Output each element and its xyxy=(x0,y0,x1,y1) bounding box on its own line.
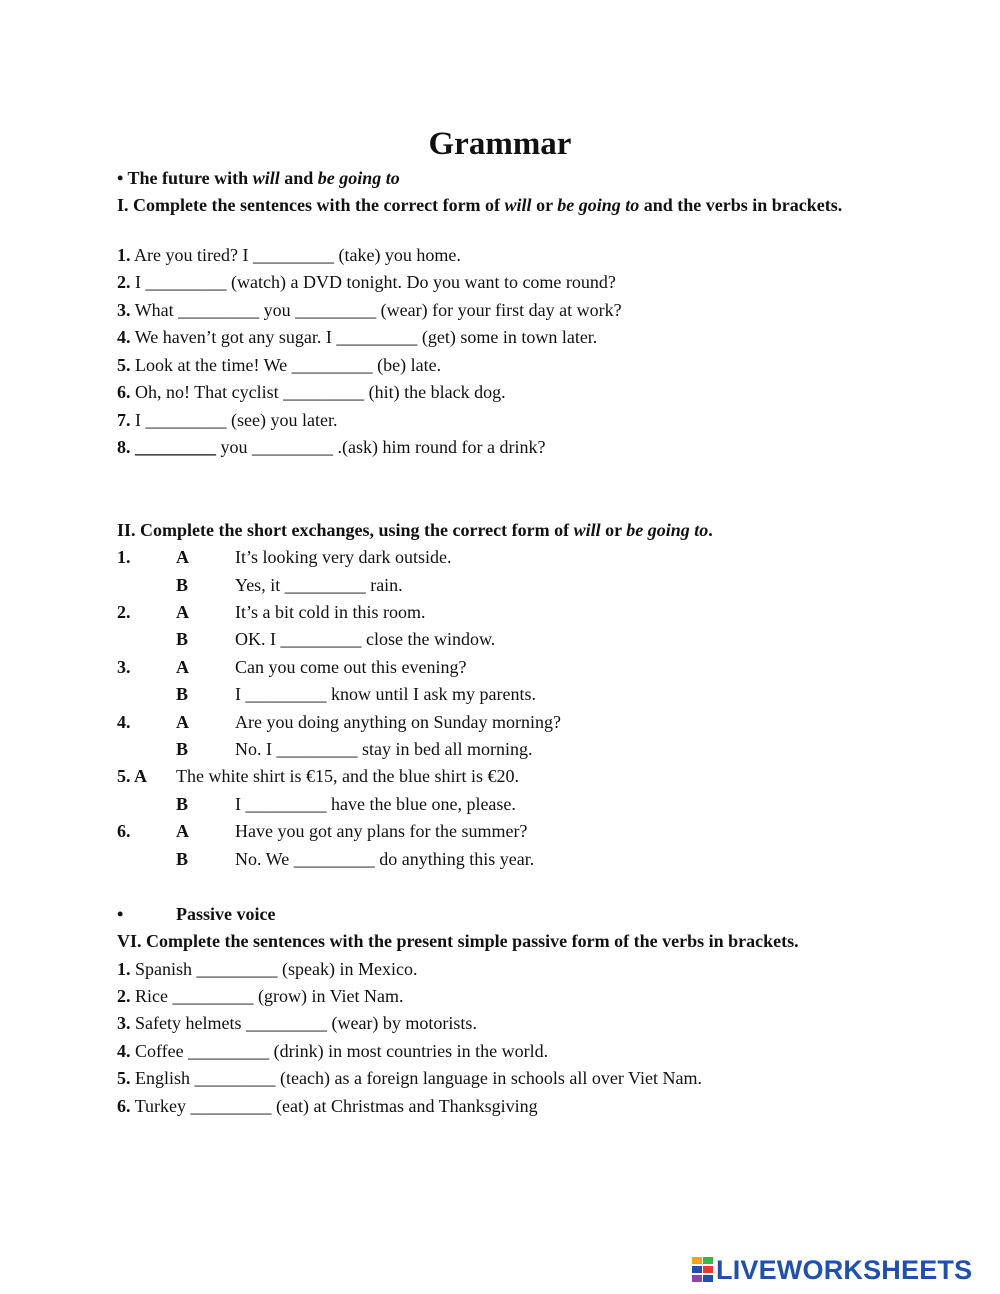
speaker-b-text[interactable]: Yes, it _________ rain. xyxy=(235,575,403,595)
item-number: 5. xyxy=(117,1068,131,1088)
instruction-will: will xyxy=(573,520,601,540)
list-item xyxy=(117,1040,548,1062)
future-bullet-heading xyxy=(117,167,400,189)
list-item xyxy=(117,985,404,1007)
item-number: 6. xyxy=(117,382,131,402)
speaker-b-text[interactable]: I _________ know until I ask my parents. xyxy=(235,684,536,704)
item-text[interactable]: I _________ (watch) a DVD tonight. Do you want to come round? xyxy=(135,272,616,292)
logo-cell xyxy=(692,1257,702,1264)
speaker-a-text: The white shirt is €15, and the blue shirt is €20. xyxy=(176,766,519,786)
list-item xyxy=(117,244,461,266)
speaker-a-text: It’s looking very dark outside. xyxy=(235,547,452,567)
speaker-a-text: Can you come out this evening? xyxy=(235,657,467,677)
item-text[interactable]: Spanish _________ (speak) in Mexico. xyxy=(135,959,418,979)
instruction-end: . xyxy=(708,520,713,540)
item-number: 3. xyxy=(117,1013,131,1033)
item-number: 1. xyxy=(117,959,131,979)
list-item xyxy=(117,381,506,403)
logo-cell xyxy=(692,1275,702,1282)
speaker-b-label: B xyxy=(176,684,189,704)
exchange-number: 4. xyxy=(117,712,131,732)
instruction-text: II. Complete the short exchanges, using the correct form of xyxy=(117,520,570,540)
item-text[interactable]: Rice _________ (grow) in Viet Nam. xyxy=(135,986,404,1006)
section2-instruction xyxy=(117,519,713,541)
heading-be-going-to: be going to xyxy=(317,168,400,188)
instruction-or: or xyxy=(536,195,553,215)
item-number: 2. xyxy=(117,986,131,1006)
heading-text: The future with xyxy=(127,168,249,188)
item-number: 7. xyxy=(117,410,131,430)
speaker-b-label: B xyxy=(176,739,189,759)
list-item xyxy=(117,409,337,431)
list-item xyxy=(117,271,616,293)
item-text[interactable]: Are you tired? I _________ (take) you home. xyxy=(134,245,461,265)
item-number: 1. xyxy=(117,245,131,265)
item-text[interactable]: English _________ (teach) as a foreign language in schools all over Viet Nam. xyxy=(135,1068,702,1088)
logo-cell xyxy=(692,1266,702,1273)
speaker-b-text[interactable]: I _________ have the blue one, please. xyxy=(235,794,516,814)
item-text[interactable]: What _________ you _________ (wear) for your first day at work? xyxy=(134,300,622,320)
item-number: 6. xyxy=(117,1096,131,1116)
speaker-b-text[interactable]: OK. I _________ close the window. xyxy=(235,629,496,649)
exchange-number: 1. xyxy=(117,547,131,567)
list-item xyxy=(117,299,622,321)
list-item xyxy=(117,354,441,376)
speaker-b-label: B xyxy=(176,794,189,814)
speaker-a-label: A xyxy=(176,712,189,732)
heading-and: and xyxy=(284,168,314,188)
speaker-b-text[interactable]: No. I _________ stay in bed all morning. xyxy=(235,739,533,759)
item-text[interactable]: I _________ (see) you later. xyxy=(135,410,338,430)
instruction-will: will xyxy=(504,195,532,215)
speaker-a-text: It’s a bit cold in this room. xyxy=(235,602,426,622)
item-number: 4. xyxy=(117,327,131,347)
section3-instruction: VI. Complete the sentences with the present simple passive form of the verbs in brackets. xyxy=(117,931,799,951)
instruction-be-going-to: be going to xyxy=(557,195,640,215)
item-number: 2. xyxy=(117,272,131,292)
list-item xyxy=(117,958,417,980)
exchange-number: 5. A xyxy=(117,766,148,786)
item-text[interactable]: Turkey _________ (eat) at Christmas and Thanksgiving xyxy=(134,1096,538,1116)
item-number: 5. xyxy=(117,355,131,375)
item-text[interactable]: Coffee _________ (drink) in most countries in the world. xyxy=(135,1041,549,1061)
speaker-b-label: B xyxy=(176,849,189,869)
exchange-number: 6. xyxy=(117,821,131,841)
speaker-a-label: A xyxy=(176,657,189,677)
list-item xyxy=(117,326,597,348)
passive-voice-heading: Passive voice xyxy=(176,904,276,924)
item-text[interactable]: Oh, no! That cyclist _________ (hit) the black dog. xyxy=(135,382,506,402)
instruction-text: I. Complete the sentences with the correct form of xyxy=(117,195,501,215)
bullet: • xyxy=(117,168,124,188)
item-text[interactable]: Safety helmets _________ (wear) by motorists. xyxy=(135,1013,477,1033)
exchange-number: 2. xyxy=(117,602,131,622)
speaker-b-label: B xyxy=(176,629,189,649)
speaker-b-label: B xyxy=(176,575,189,595)
logo-text: LIVEWORKSHEETS xyxy=(716,1255,973,1285)
item-text[interactable]: you _________ .(ask) him round for a drink? xyxy=(216,437,546,457)
heading-will: will xyxy=(252,168,280,188)
speaker-b-text[interactable]: No. We _________ do anything this year. xyxy=(235,849,535,869)
liveworksheets-logo-icon xyxy=(692,1257,714,1282)
speaker-a-label: A xyxy=(176,602,189,622)
list-item xyxy=(117,1067,702,1089)
bullet: • xyxy=(117,904,124,924)
section1-instruction xyxy=(117,194,883,217)
logo-cell xyxy=(703,1257,713,1264)
page-title: Grammar xyxy=(428,126,572,162)
speaker-a-text: Are you doing anything on Sunday morning? xyxy=(235,712,561,732)
speaker-a-label: A xyxy=(176,821,189,841)
logo-cell xyxy=(703,1266,713,1273)
list-item xyxy=(117,1095,538,1117)
item-number: 8. xyxy=(117,437,131,457)
speaker-a-text: Have you got any plans for the summer? xyxy=(235,821,528,841)
item-number: 3. xyxy=(117,300,131,320)
liveworksheets-logo[interactable] xyxy=(692,1255,992,1285)
speaker-a-label: A xyxy=(176,547,189,567)
list-item xyxy=(117,1012,477,1034)
list-item xyxy=(117,436,545,458)
item-number: 4. xyxy=(117,1041,131,1061)
item-text[interactable]: Look at the time! We _________ (be) late. xyxy=(135,355,442,375)
instruction-post: and the verbs in brackets. xyxy=(643,195,843,215)
instruction-or: or xyxy=(605,520,622,540)
item-text[interactable]: We haven’t got any sugar. I _________ (get) some in town later. xyxy=(134,327,598,347)
instruction-be-going-to: be going to xyxy=(626,520,709,540)
answer-blank-bold[interactable]: _________ xyxy=(135,437,216,457)
logo-cell xyxy=(703,1275,713,1282)
exchange-number: 3. xyxy=(117,657,131,677)
